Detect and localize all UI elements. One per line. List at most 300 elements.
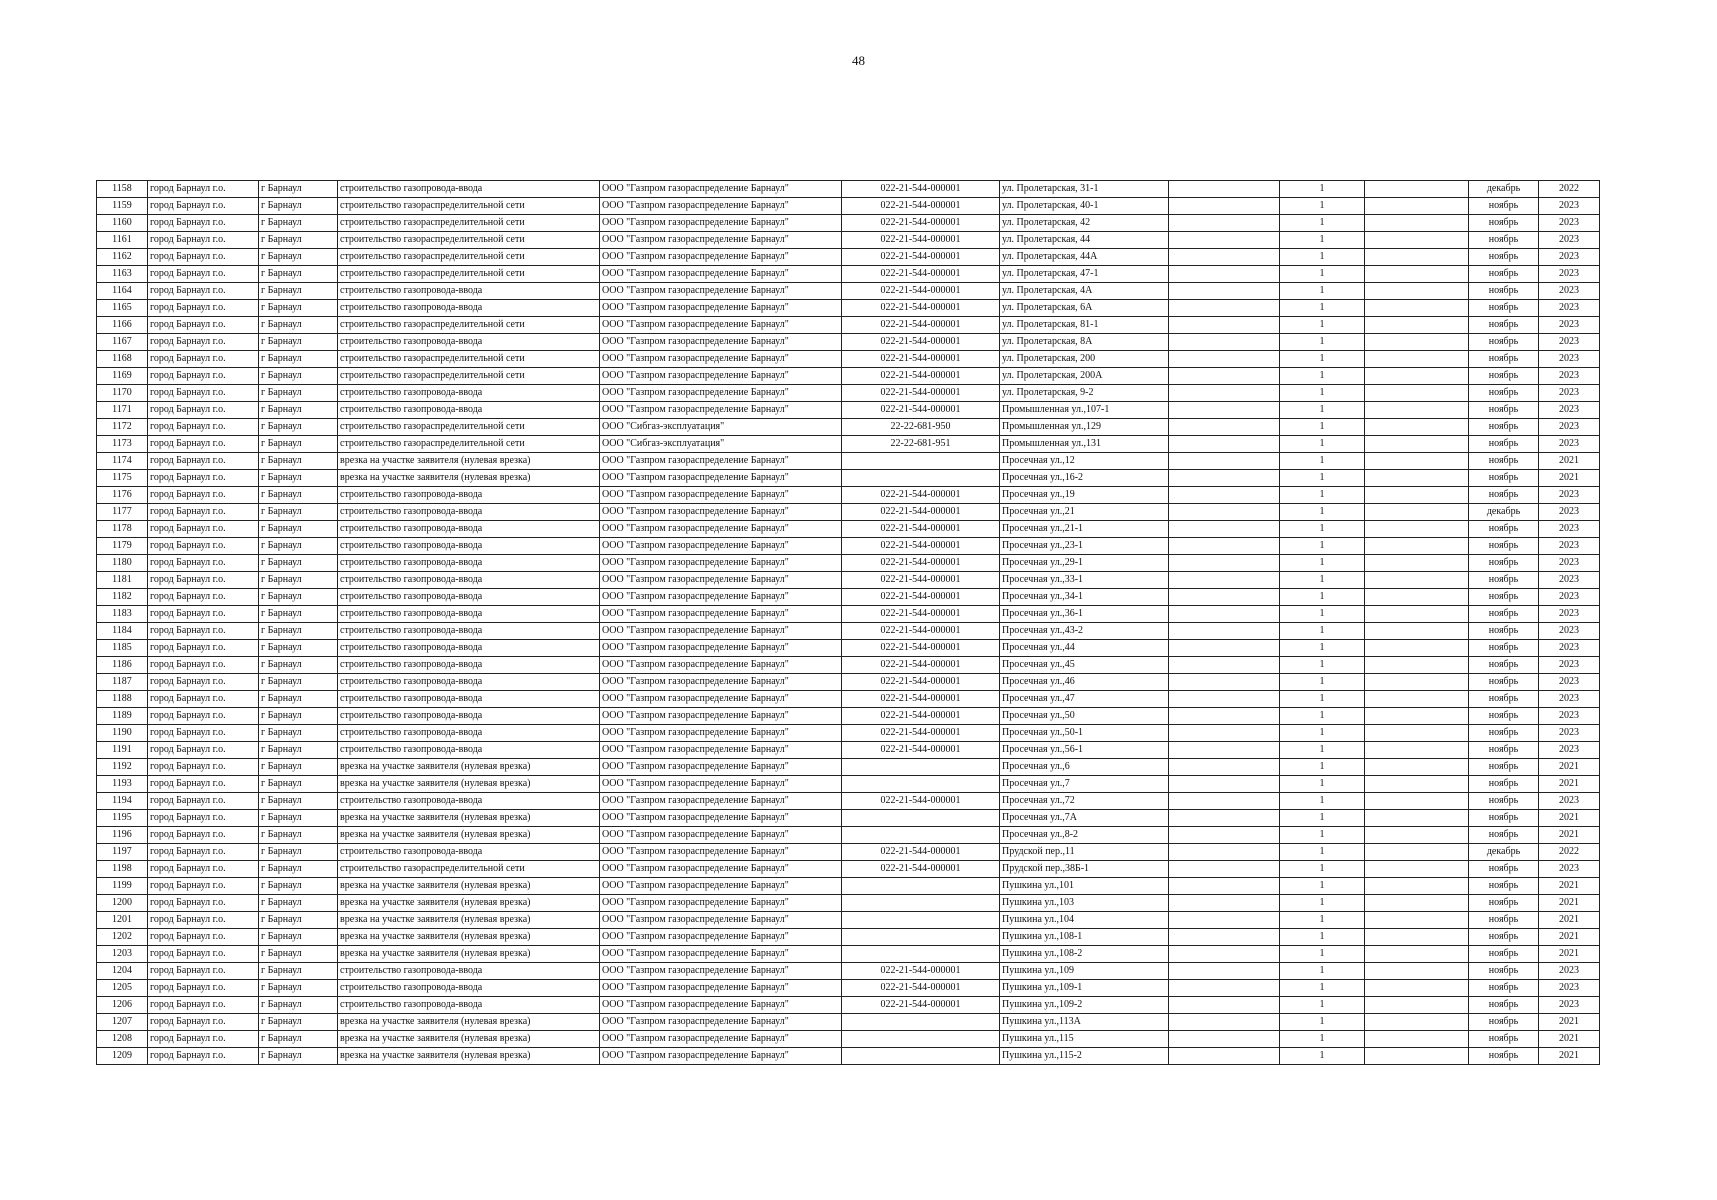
- cell-empty-col-8: [1169, 861, 1280, 878]
- cell-empty-col-8: [1169, 436, 1280, 453]
- cell-work-type: врезка на участке заявителя (нулевая врезка): [338, 776, 600, 793]
- cell-year: 2023: [1539, 572, 1600, 589]
- cell-organization: ООО "Газпром газораспределение Барнаул": [600, 453, 842, 470]
- table-row: [97, 334, 1600, 351]
- cell-settlement: г Барнаул: [259, 351, 338, 368]
- cell-organization: ООО "Газпром газораспределение Барнаул": [600, 776, 842, 793]
- cell-work-type: строительство газораспределительной сети: [338, 266, 600, 283]
- cell-settlement: г Барнаул: [259, 980, 338, 997]
- cell-year: 2023: [1539, 385, 1600, 402]
- cell-row-number: 1204: [97, 963, 148, 980]
- cell-organization: ООО "Газпром газораспределение Барнаул": [600, 708, 842, 725]
- cell-year: 2021: [1539, 946, 1600, 963]
- cell-license-number: [842, 878, 1000, 895]
- cell-empty-col-8: [1169, 351, 1280, 368]
- cell-year: 2021: [1539, 827, 1600, 844]
- cell-license-number: 022-21-544-000001: [842, 742, 1000, 759]
- cell-month: ноябрь: [1469, 1031, 1539, 1048]
- cell-empty-col-8: [1169, 419, 1280, 436]
- cell-work-type: строительство газопровода-ввода: [338, 402, 600, 419]
- cell-organization: ООО "Газпром газораспределение Барнаул": [600, 861, 842, 878]
- cell-license-number: [842, 895, 1000, 912]
- cell-address: Просечная ул.,33-1: [1000, 572, 1169, 589]
- cell-license-number: [842, 946, 1000, 963]
- cell-empty-col-10: [1365, 589, 1469, 606]
- cell-empty-col-10: [1365, 657, 1469, 674]
- cell-year: 2021: [1539, 895, 1600, 912]
- table-row: [97, 232, 1600, 249]
- cell-empty-col-10: [1365, 181, 1469, 198]
- cell-organization: ООО "Газпром газораспределение Барнаул": [600, 657, 842, 674]
- cell-settlement: г Барнаул: [259, 470, 338, 487]
- cell-empty-col-8: [1169, 725, 1280, 742]
- cell-address: Просечная ул.,19: [1000, 487, 1169, 504]
- cell-month: ноябрь: [1469, 895, 1539, 912]
- cell-work-type: строительство газопровода-ввода: [338, 691, 600, 708]
- cell-work-type: врезка на участке заявителя (нулевая врезка): [338, 827, 600, 844]
- cell-empty-col-8: [1169, 776, 1280, 793]
- cell-quantity: 1: [1280, 606, 1365, 623]
- cell-empty-col-8: [1169, 946, 1280, 963]
- cell-municipality: город Барнаул г.о.: [148, 385, 259, 402]
- cell-empty-col-8: [1169, 674, 1280, 691]
- cell-settlement: г Барнаул: [259, 1014, 338, 1031]
- cell-month: ноябрь: [1469, 198, 1539, 215]
- cell-year: 2023: [1539, 402, 1600, 419]
- table-row: [97, 504, 1600, 521]
- cell-address: Просечная ул.,45: [1000, 657, 1169, 674]
- cell-empty-col-10: [1365, 861, 1469, 878]
- cell-address: Прудской пер.,11: [1000, 844, 1169, 861]
- cell-municipality: город Барнаул г.о.: [148, 521, 259, 538]
- table-row: [97, 368, 1600, 385]
- cell-empty-col-10: [1365, 402, 1469, 419]
- cell-settlement: г Барнаул: [259, 929, 338, 946]
- cell-empty-col-10: [1365, 691, 1469, 708]
- cell-empty-col-10: [1365, 674, 1469, 691]
- cell-empty-col-10: [1365, 827, 1469, 844]
- cell-empty-col-10: [1365, 708, 1469, 725]
- cell-month: ноябрь: [1469, 861, 1539, 878]
- cell-municipality: город Барнаул г.о.: [148, 181, 259, 198]
- cell-row-number: 1205: [97, 980, 148, 997]
- cell-row-number: 1159: [97, 198, 148, 215]
- cell-settlement: г Барнаул: [259, 487, 338, 504]
- cell-empty-col-8: [1169, 691, 1280, 708]
- cell-empty-col-10: [1365, 895, 1469, 912]
- cell-year: 2023: [1539, 691, 1600, 708]
- table-row: [97, 742, 1600, 759]
- table-row: [97, 997, 1600, 1014]
- cell-organization: ООО "Газпром газораспределение Барнаул": [600, 385, 842, 402]
- cell-organization: ООО "Газпром газораспределение Барнаул": [600, 504, 842, 521]
- cell-year: 2023: [1539, 606, 1600, 623]
- cell-month: ноябрь: [1469, 929, 1539, 946]
- cell-municipality: город Барнаул г.о.: [148, 623, 259, 640]
- cell-empty-col-10: [1365, 997, 1469, 1014]
- cell-empty-col-8: [1169, 1014, 1280, 1031]
- cell-address: Просечная ул.,23-1: [1000, 538, 1169, 555]
- cell-municipality: город Барнаул г.о.: [148, 674, 259, 691]
- cell-year: 2023: [1539, 538, 1600, 555]
- cell-organization: ООО "Газпром газораспределение Барнаул": [600, 878, 842, 895]
- cell-quantity: 1: [1280, 589, 1365, 606]
- table-row: [97, 249, 1600, 266]
- table-row: [97, 1031, 1600, 1048]
- cell-empty-col-8: [1169, 198, 1280, 215]
- cell-month: ноябрь: [1469, 555, 1539, 572]
- cell-row-number: 1193: [97, 776, 148, 793]
- cell-empty-col-8: [1169, 266, 1280, 283]
- cell-empty-col-8: [1169, 623, 1280, 640]
- cell-work-type: врезка на участке заявителя (нулевая врезка): [338, 1031, 600, 1048]
- cell-year: 2023: [1539, 283, 1600, 300]
- cell-organization: ООО "Газпром газораспределение Барнаул": [600, 827, 842, 844]
- table-row: [97, 589, 1600, 606]
- cell-organization: ООО "Газпром газораспределение Барнаул": [600, 929, 842, 946]
- cell-work-type: врезка на участке заявителя (нулевая врезка): [338, 878, 600, 895]
- cell-year: 2023: [1539, 997, 1600, 1014]
- cell-quantity: 1: [1280, 181, 1365, 198]
- cell-work-type: строительство газопровода-ввода: [338, 742, 600, 759]
- table-row: [97, 402, 1600, 419]
- cell-empty-col-8: [1169, 538, 1280, 555]
- cell-municipality: город Барнаул г.о.: [148, 946, 259, 963]
- cell-license-number: 022-21-544-000001: [842, 538, 1000, 555]
- cell-municipality: город Барнаул г.о.: [148, 929, 259, 946]
- cell-row-number: 1199: [97, 878, 148, 895]
- cell-empty-col-8: [1169, 997, 1280, 1014]
- cell-month: ноябрь: [1469, 878, 1539, 895]
- cell-quantity: 1: [1280, 657, 1365, 674]
- cell-month: ноябрь: [1469, 436, 1539, 453]
- cell-empty-col-10: [1365, 623, 1469, 640]
- cell-quantity: 1: [1280, 963, 1365, 980]
- cell-settlement: г Барнаул: [259, 436, 338, 453]
- cell-address: Просечная ул.,36-1: [1000, 606, 1169, 623]
- table-row: [97, 912, 1600, 929]
- cell-empty-col-8: [1169, 249, 1280, 266]
- cell-work-type: врезка на участке заявителя (нулевая врезка): [338, 759, 600, 776]
- cell-municipality: город Барнаул г.о.: [148, 589, 259, 606]
- table-row: [97, 878, 1600, 895]
- cell-license-number: 022-21-544-000001: [842, 181, 1000, 198]
- cell-row-number: 1180: [97, 555, 148, 572]
- table-row: [97, 844, 1600, 861]
- cell-settlement: г Барнаул: [259, 232, 338, 249]
- cell-empty-col-10: [1365, 504, 1469, 521]
- cell-work-type: строительство газопровода-ввода: [338, 300, 600, 317]
- cell-license-number: 022-21-544-000001: [842, 555, 1000, 572]
- cell-address: Пушкина ул.,109-1: [1000, 980, 1169, 997]
- cell-month: декабрь: [1469, 844, 1539, 861]
- cell-settlement: г Барнаул: [259, 793, 338, 810]
- cell-empty-col-10: [1365, 742, 1469, 759]
- cell-settlement: г Барнаул: [259, 895, 338, 912]
- cell-municipality: город Барнаул г.о.: [148, 368, 259, 385]
- cell-year: 2023: [1539, 980, 1600, 997]
- cell-quantity: 1: [1280, 980, 1365, 997]
- cell-quantity: 1: [1280, 538, 1365, 555]
- cell-municipality: город Барнаул г.о.: [148, 436, 259, 453]
- cell-year: 2023: [1539, 861, 1600, 878]
- cell-quantity: 1: [1280, 334, 1365, 351]
- cell-empty-col-8: [1169, 334, 1280, 351]
- cell-quantity: 1: [1280, 368, 1365, 385]
- cell-work-type: строительство газопровода-ввода: [338, 385, 600, 402]
- table-row: [97, 980, 1600, 997]
- cell-organization: ООО "Газпром газораспределение Барнаул": [600, 555, 842, 572]
- cell-organization: ООО "Газпром газораспределение Барнаул": [600, 1031, 842, 1048]
- cell-month: ноябрь: [1469, 810, 1539, 827]
- page-number: 48: [852, 53, 865, 68]
- cell-municipality: город Барнаул г.о.: [148, 470, 259, 487]
- cell-empty-col-10: [1365, 844, 1469, 861]
- cell-organization: ООО "Газпром газораспределение Барнаул": [600, 742, 842, 759]
- cell-quantity: 1: [1280, 776, 1365, 793]
- cell-month: ноябрь: [1469, 1014, 1539, 1031]
- cell-empty-col-8: [1169, 929, 1280, 946]
- cell-license-number: 022-21-544-000001: [842, 385, 1000, 402]
- cell-row-number: 1191: [97, 742, 148, 759]
- cell-address: Просечная ул.,72: [1000, 793, 1169, 810]
- cell-organization: ООО "Газпром газораспределение Барнаул": [600, 572, 842, 589]
- cell-quantity: 1: [1280, 300, 1365, 317]
- cell-settlement: г Барнаул: [259, 453, 338, 470]
- table-row: [97, 606, 1600, 623]
- cell-year: 2021: [1539, 776, 1600, 793]
- cell-empty-col-10: [1365, 1014, 1469, 1031]
- cell-year: 2023: [1539, 963, 1600, 980]
- cell-row-number: 1158: [97, 181, 148, 198]
- cell-address: Просечная ул.,8-2: [1000, 827, 1169, 844]
- cell-organization: ООО "Сибгаз-эксплуатация": [600, 419, 842, 436]
- table-row: [97, 198, 1600, 215]
- cell-address: Прудской пер.,38Б-1: [1000, 861, 1169, 878]
- cell-organization: ООО "Газпром газораспределение Барнаул": [600, 895, 842, 912]
- cell-work-type: строительство газопровода-ввода: [338, 708, 600, 725]
- cell-quantity: 1: [1280, 640, 1365, 657]
- cell-row-number: 1169: [97, 368, 148, 385]
- cell-row-number: 1189: [97, 708, 148, 725]
- table-row: [97, 283, 1600, 300]
- cell-municipality: город Барнаул г.о.: [148, 504, 259, 521]
- cell-year: 2023: [1539, 266, 1600, 283]
- cell-empty-col-8: [1169, 895, 1280, 912]
- cell-quantity: 1: [1280, 1031, 1365, 1048]
- cell-license-number: 022-21-544-000001: [842, 317, 1000, 334]
- cell-row-number: 1195: [97, 810, 148, 827]
- cell-license-number: [842, 1031, 1000, 1048]
- table-row: [97, 929, 1600, 946]
- cell-license-number: 022-21-544-000001: [842, 215, 1000, 232]
- cell-month: ноябрь: [1469, 215, 1539, 232]
- cell-organization: ООО "Газпром газораспределение Барнаул": [600, 1014, 842, 1031]
- cell-empty-col-8: [1169, 1048, 1280, 1065]
- table-row: [97, 300, 1600, 317]
- cell-work-type: строительство газопровода-ввода: [338, 589, 600, 606]
- cell-organization: ООО "Газпром газораспределение Барнаул": [600, 725, 842, 742]
- cell-year: 2021: [1539, 470, 1600, 487]
- cell-license-number: 022-21-544-000001: [842, 198, 1000, 215]
- cell-license-number: 022-21-544-000001: [842, 283, 1000, 300]
- cell-settlement: г Барнаул: [259, 181, 338, 198]
- cell-quantity: 1: [1280, 521, 1365, 538]
- cell-settlement: г Барнаул: [259, 691, 338, 708]
- cell-license-number: [842, 810, 1000, 827]
- cell-quantity: 1: [1280, 385, 1365, 402]
- cell-year: 2021: [1539, 453, 1600, 470]
- cell-quantity: 1: [1280, 436, 1365, 453]
- cell-empty-col-10: [1365, 810, 1469, 827]
- cell-settlement: г Барнаул: [259, 402, 338, 419]
- cell-work-type: строительство газопровода-ввода: [338, 283, 600, 300]
- cell-settlement: г Барнаул: [259, 708, 338, 725]
- cell-month: ноябрь: [1469, 300, 1539, 317]
- cell-settlement: г Барнаул: [259, 674, 338, 691]
- cell-address: ул. Пролетарская, 31-1: [1000, 181, 1169, 198]
- cell-address: ул. Пролетарская, 8А: [1000, 334, 1169, 351]
- cell-municipality: город Барнаул г.о.: [148, 912, 259, 929]
- cell-organization: ООО "Газпром газораспределение Барнаул": [600, 521, 842, 538]
- cell-row-number: 1161: [97, 232, 148, 249]
- cell-quantity: 1: [1280, 504, 1365, 521]
- cell-municipality: город Барнаул г.о.: [148, 878, 259, 895]
- cell-license-number: 022-21-544-000001: [842, 793, 1000, 810]
- cell-month: ноябрь: [1469, 827, 1539, 844]
- table-row: [97, 963, 1600, 980]
- cell-address: Пушкина ул.,115-2: [1000, 1048, 1169, 1065]
- cell-address: Просечная ул.,46: [1000, 674, 1169, 691]
- cell-license-number: 022-21-544-000001: [842, 997, 1000, 1014]
- cell-empty-col-10: [1365, 572, 1469, 589]
- cell-settlement: г Барнаул: [259, 759, 338, 776]
- cell-organization: ООО "Газпром газораспределение Барнаул": [600, 793, 842, 810]
- cell-settlement: г Барнаул: [259, 776, 338, 793]
- cell-organization: ООО "Газпром газораспределение Барнаул": [600, 470, 842, 487]
- cell-quantity: 1: [1280, 198, 1365, 215]
- cell-month: ноябрь: [1469, 640, 1539, 657]
- cell-work-type: строительство газопровода-ввода: [338, 997, 600, 1014]
- cell-year: 2023: [1539, 436, 1600, 453]
- cell-month: ноябрь: [1469, 606, 1539, 623]
- cell-work-type: врезка на участке заявителя (нулевая врезка): [338, 1048, 600, 1065]
- cell-empty-col-8: [1169, 317, 1280, 334]
- cell-municipality: город Барнаул г.о.: [148, 232, 259, 249]
- cell-row-number: 1187: [97, 674, 148, 691]
- cell-license-number: 022-21-544-000001: [842, 334, 1000, 351]
- cell-quantity: 1: [1280, 555, 1365, 572]
- cell-organization: ООО "Газпром газораспределение Барнаул": [600, 317, 842, 334]
- cell-row-number: 1163: [97, 266, 148, 283]
- cell-row-number: 1175: [97, 470, 148, 487]
- table-row: [97, 572, 1600, 589]
- cell-work-type: строительство газопровода-ввода: [338, 844, 600, 861]
- cell-empty-col-10: [1365, 725, 1469, 742]
- cell-row-number: 1208: [97, 1031, 148, 1048]
- cell-organization: ООО "Газпром газораспределение Барнаул": [600, 487, 842, 504]
- cell-year: 2023: [1539, 215, 1600, 232]
- table-row: [97, 861, 1600, 878]
- cell-license-number: 022-21-544-000001: [842, 606, 1000, 623]
- cell-work-type: строительство газопровода-ввода: [338, 504, 600, 521]
- cell-empty-col-10: [1365, 419, 1469, 436]
- cell-address: ул. Пролетарская, 44А: [1000, 249, 1169, 266]
- cell-address: Пушкина ул.,109-2: [1000, 997, 1169, 1014]
- cell-address: Просечная ул.,56-1: [1000, 742, 1169, 759]
- cell-row-number: 1179: [97, 538, 148, 555]
- cell-organization: ООО "Газпром газораспределение Барнаул": [600, 232, 842, 249]
- cell-work-type: строительство газопровода-ввода: [338, 606, 600, 623]
- cell-month: ноябрь: [1469, 742, 1539, 759]
- registry-table: [96, 180, 1600, 1065]
- cell-settlement: г Барнаул: [259, 1031, 338, 1048]
- cell-year: 2021: [1539, 759, 1600, 776]
- cell-settlement: г Барнаул: [259, 1048, 338, 1065]
- cell-address: Промышленная ул.,107-1: [1000, 402, 1169, 419]
- cell-empty-col-8: [1169, 181, 1280, 198]
- table-row: [97, 657, 1600, 674]
- cell-quantity: 1: [1280, 453, 1365, 470]
- cell-municipality: город Барнаул г.о.: [148, 1048, 259, 1065]
- cell-month: ноябрь: [1469, 538, 1539, 555]
- cell-settlement: г Барнаул: [259, 334, 338, 351]
- cell-month: ноябрь: [1469, 776, 1539, 793]
- cell-empty-col-8: [1169, 555, 1280, 572]
- cell-quantity: 1: [1280, 215, 1365, 232]
- cell-organization: ООО "Газпром газораспределение Барнаул": [600, 198, 842, 215]
- table-row: [97, 385, 1600, 402]
- cell-address: Пушкина ул.,103: [1000, 895, 1169, 912]
- cell-municipality: город Барнаул г.о.: [148, 793, 259, 810]
- cell-address: ул. Пролетарская, 200А: [1000, 368, 1169, 385]
- cell-address: Просечная ул.,7А: [1000, 810, 1169, 827]
- cell-license-number: [842, 470, 1000, 487]
- cell-address: ул. Пролетарская, 4А: [1000, 283, 1169, 300]
- cell-year: 2023: [1539, 300, 1600, 317]
- cell-empty-col-10: [1365, 538, 1469, 555]
- cell-municipality: город Барнаул г.о.: [148, 980, 259, 997]
- cell-row-number: 1177: [97, 504, 148, 521]
- cell-license-number: 022-21-544-000001: [842, 589, 1000, 606]
- cell-municipality: город Барнаул г.о.: [148, 963, 259, 980]
- cell-empty-col-8: [1169, 232, 1280, 249]
- cell-settlement: г Барнаул: [259, 419, 338, 436]
- cell-empty-col-8: [1169, 878, 1280, 895]
- cell-quantity: 1: [1280, 351, 1365, 368]
- cell-month: ноябрь: [1469, 946, 1539, 963]
- cell-organization: ООО "Газпром газораспределение Барнаул": [600, 538, 842, 555]
- cell-year: 2022: [1539, 181, 1600, 198]
- cell-municipality: город Барнаул г.о.: [148, 997, 259, 1014]
- table-row: [97, 351, 1600, 368]
- cell-address: ул. Пролетарская, 9-2: [1000, 385, 1169, 402]
- cell-address: Просечная ул.,50-1: [1000, 725, 1169, 742]
- cell-organization: ООО "Газпром газораспределение Барнаул": [600, 691, 842, 708]
- cell-year: 2021: [1539, 810, 1600, 827]
- cell-work-type: строительство газораспределительной сети: [338, 419, 600, 436]
- cell-empty-col-10: [1365, 470, 1469, 487]
- cell-empty-col-10: [1365, 606, 1469, 623]
- cell-year: 2021: [1539, 878, 1600, 895]
- cell-address: Просечная ул.,47: [1000, 691, 1169, 708]
- cell-work-type: врезка на участке заявителя (нулевая врезка): [338, 1014, 600, 1031]
- cell-license-number: [842, 929, 1000, 946]
- table-row: [97, 317, 1600, 334]
- cell-month: ноябрь: [1469, 317, 1539, 334]
- cell-organization: ООО "Газпром газораспределение Барнаул": [600, 606, 842, 623]
- cell-address: ул. Пролетарская, 44: [1000, 232, 1169, 249]
